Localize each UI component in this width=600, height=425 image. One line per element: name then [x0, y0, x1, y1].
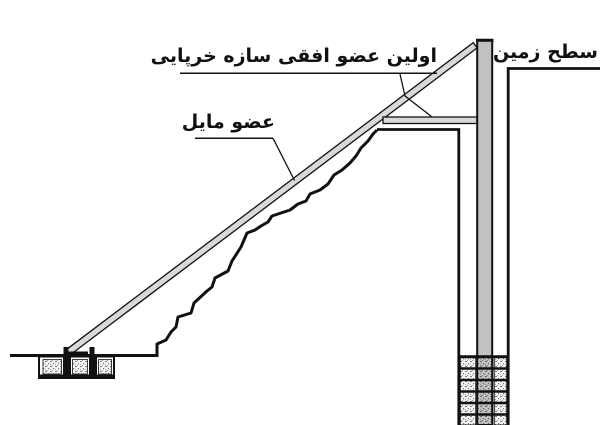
- excavation-left-wall: [377, 130, 459, 425]
- label-inclined-member: عضو مایل: [181, 111, 275, 133]
- leader-inclined-member: [273, 138, 295, 180]
- pile-foundation: [458, 357, 509, 425]
- label-ground-level: سطح زمین: [492, 41, 598, 63]
- horizontal-truss-member: [383, 117, 477, 124]
- slope-ground-line: [157, 130, 377, 357]
- inclined-member: [66, 43, 477, 355]
- inclined-member-footing: [39, 347, 114, 378]
- label-first-horizontal-truss-member: اولین عضو افقی سازه خرپایی: [150, 45, 437, 67]
- ground-line-right: [508, 69, 600, 425]
- member-base-plate: [66, 352, 88, 357]
- anchor-bolt-right: [90, 347, 95, 357]
